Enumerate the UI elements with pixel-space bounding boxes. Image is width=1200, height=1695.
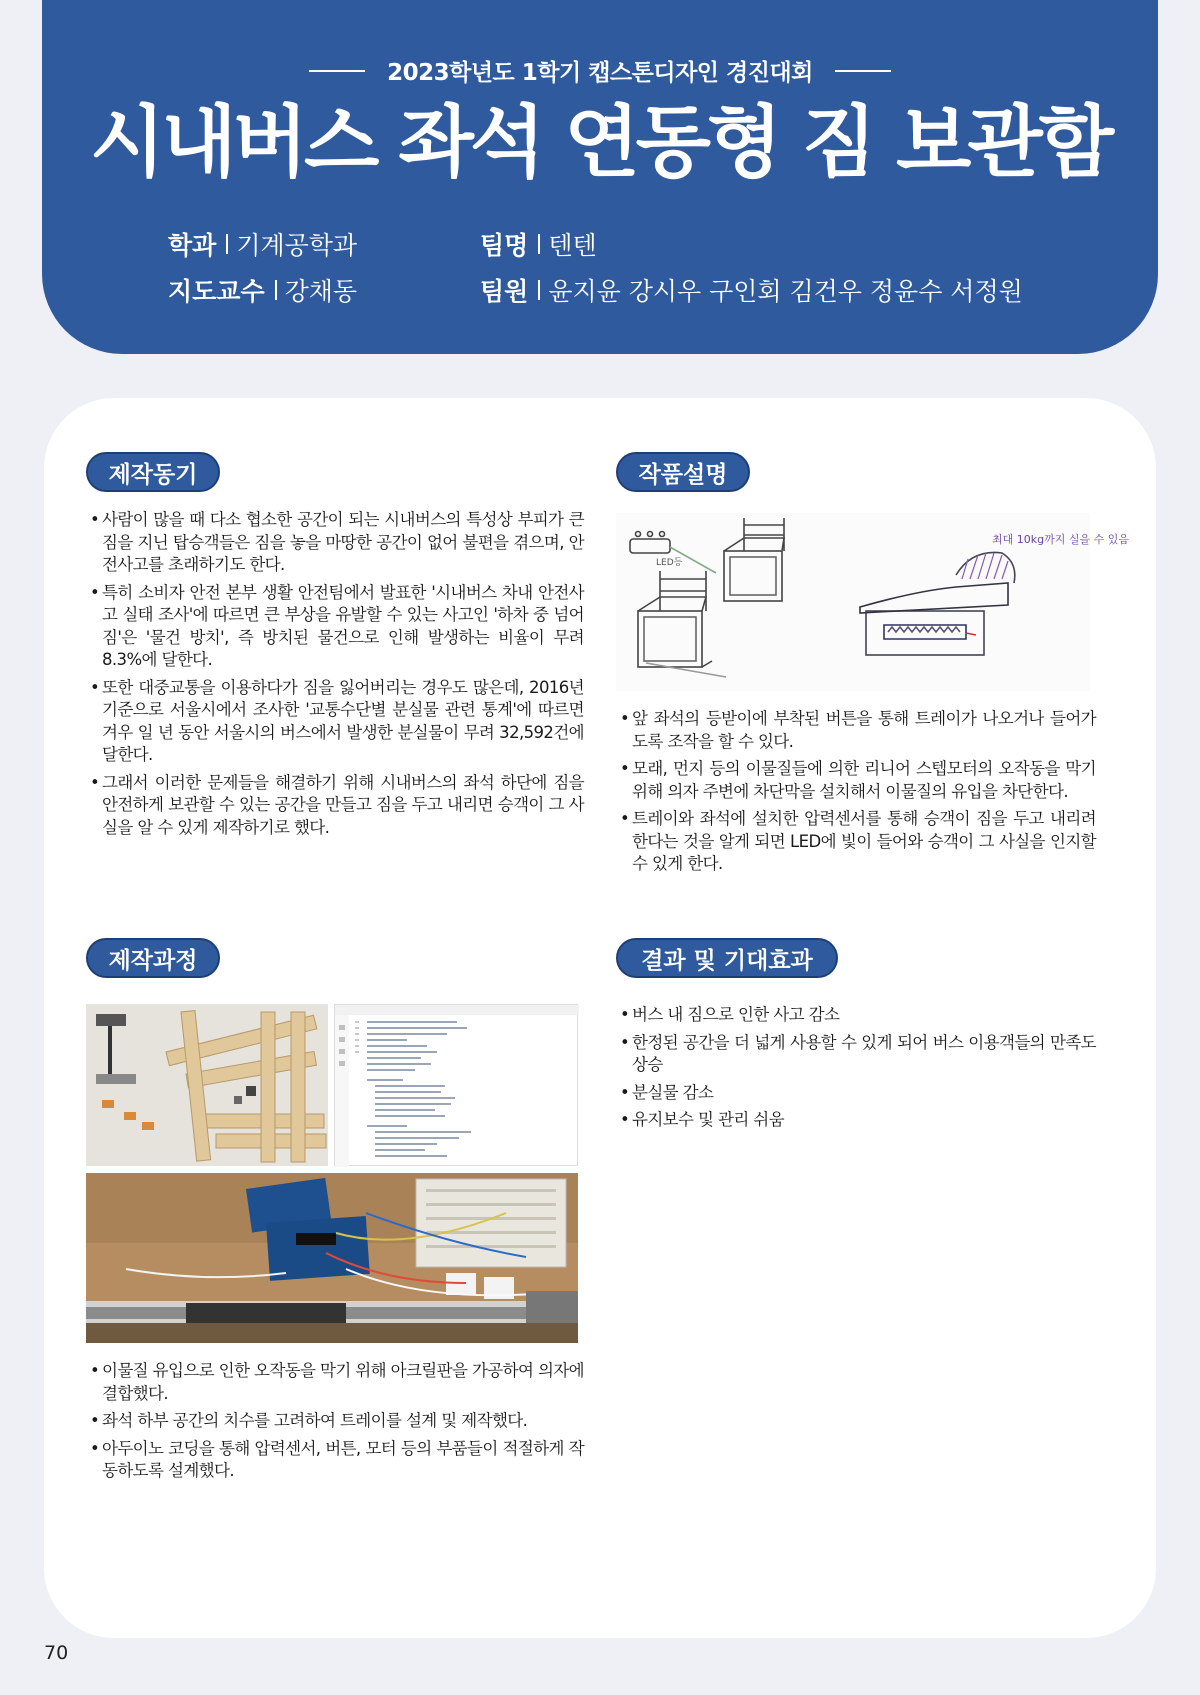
list-item: • 버스 내 짐으로 인한 사고 감소 [620, 1004, 1096, 1027]
dept-label: 학과 [168, 231, 217, 260]
list-item: • 사람이 많을 때 다소 협소한 공간이 되는 시내버스의 특성상 부피가 큰 짐을 지닌 탑승객들은 짐을 놓을 마땅한 공간이 없어 불편을 겪으며, 안전사고를 초래하기도 한다. [90, 509, 584, 577]
advisor-label: 지도교수 [168, 277, 265, 306]
page-number: 70 [44, 1642, 69, 1664]
team-members-label: 팀원 [480, 277, 529, 306]
content-card [44, 398, 1156, 1638]
section-title-results: 결과 및 기대효과 [616, 938, 838, 978]
event-subtitle: 2023학년도 1학기 캡스톤디자인 경진대회 [387, 60, 813, 86]
list-item: • 특히 소비자 안전 본부 생활 안전팀에서 발표한 '시내버스 차내 안전사고 실태 조사'에 따르면 큰 부상을 유발할 수 있는 사고인 '하차 중 넘어짐'은 '물건 방치', 즉 방치된 물건으로 인해 발생하는 비율이 무려 8.3%에 달한다. [90, 582, 584, 672]
list-item: • 모래, 먼지 등의 이물질들에 의한 리니어 스텝모터의 오작동을 막기 위해 의자 주변에 차단막을 설치해서 이물질의 유입을 차단한다. [620, 758, 1096, 803]
code-screenshot-drawing [335, 1005, 579, 1167]
team-name-info [480, 226, 597, 262]
arduino-code-screenshot [334, 1004, 578, 1166]
list-item: • 이물질 유입으로 인한 오작동을 막기 위해 아크릴판을 가공하여 의자에 결합했다. [90, 1360, 584, 1405]
advisor-value: 강채동 [284, 277, 358, 306]
arduino-assembly-photo [86, 1173, 578, 1343]
divider [538, 280, 540, 300]
subtitle-line-right [835, 70, 891, 72]
team-members-value: 윤지윤 강시우 구인회 김건우 정윤수 서정원 [548, 277, 1023, 306]
sketch-label-led: LED등 [656, 558, 683, 568]
sketch-label-weight: 최대 10kg까지 실을 수 있음 [992, 533, 1129, 546]
concept-sketch-image [616, 513, 1129, 691]
results-list [620, 1004, 1096, 1137]
divider [226, 234, 228, 254]
list-item: • 분실물 감소 [620, 1082, 1096, 1105]
list-item: • 트레이와 좌석에 설치한 압력센서를 통해 승객이 짐을 두고 내리려 한다는 것을 알게 되면 LED에 빛이 들어와 승객이 그 사실을 인지할 수 있게 한다. [620, 808, 1096, 876]
header-banner [42, 0, 1158, 354]
list-item: • 그래서 이러한 문제들을 해결하기 위해 시내버스의 좌석 하단에 짐을 안전하게 보관할 수 있는 공간을 만들고 짐을 두고 내리면 승객이 그 사실을 알 수 있게 제작하기로 했다. [90, 772, 584, 840]
dept-info [168, 226, 357, 262]
list-item: • 한정된 공간을 더 넓게 사용할 수 있게 되어 버스 이용객들의 만족도 상승 [620, 1032, 1096, 1077]
team-name-label: 팀명 [480, 231, 529, 260]
section-title-description: 작품설명 [616, 452, 750, 492]
materials-photo-drawing [86, 1004, 328, 1166]
divider [538, 234, 540, 254]
advisor-info [168, 272, 357, 308]
dept-value: 기계공학과 [236, 231, 358, 260]
list-item: • 앞 좌석의 등받이에 부착된 버튼을 통해 트레이가 나오거나 들어가도록 조작을 할 수 있다. [620, 708, 1096, 753]
process-list [90, 1360, 584, 1488]
section-title-process: 제작과정 [86, 938, 220, 978]
motivation-list [90, 509, 584, 844]
subtitle-row [42, 54, 1158, 87]
team-name-value: 텐텐 [548, 231, 597, 260]
materials-photo [86, 1004, 328, 1166]
list-item: • 아두이노 코딩을 통해 압력센서, 버튼, 모터 등의 부품들이 적절하게 작동하도록 설계했다. [90, 1438, 584, 1483]
list-item: • 좌석 하부 공간의 치수를 고려하여 트레이를 설계 및 제작했다. [90, 1410, 584, 1433]
arduino-photo-drawing [86, 1173, 578, 1343]
description-list [620, 708, 1096, 881]
team-members-info [480, 272, 1023, 308]
divider [275, 280, 277, 300]
list-item: • 유지보수 및 관리 쉬움 [620, 1109, 1096, 1132]
subtitle-line-left [309, 70, 365, 72]
project-title: 시내버스 좌석 연동형 짐 보관함 [89, 98, 1111, 188]
section-title-motivation: 제작동기 [86, 452, 220, 492]
list-item: • 또한 대중교통을 이용하다가 짐을 잃어버리는 경우도 많은데, 2016년 기준으로 서울시에서 조사한 '교통수단별 분실물 관련 통계'에 따르면 겨우 일 년 동안 서울시의 버스에서 발생한 분실물이 무려 32,592건에 달한다. [90, 677, 584, 767]
sketch-drawing [616, 513, 1129, 691]
